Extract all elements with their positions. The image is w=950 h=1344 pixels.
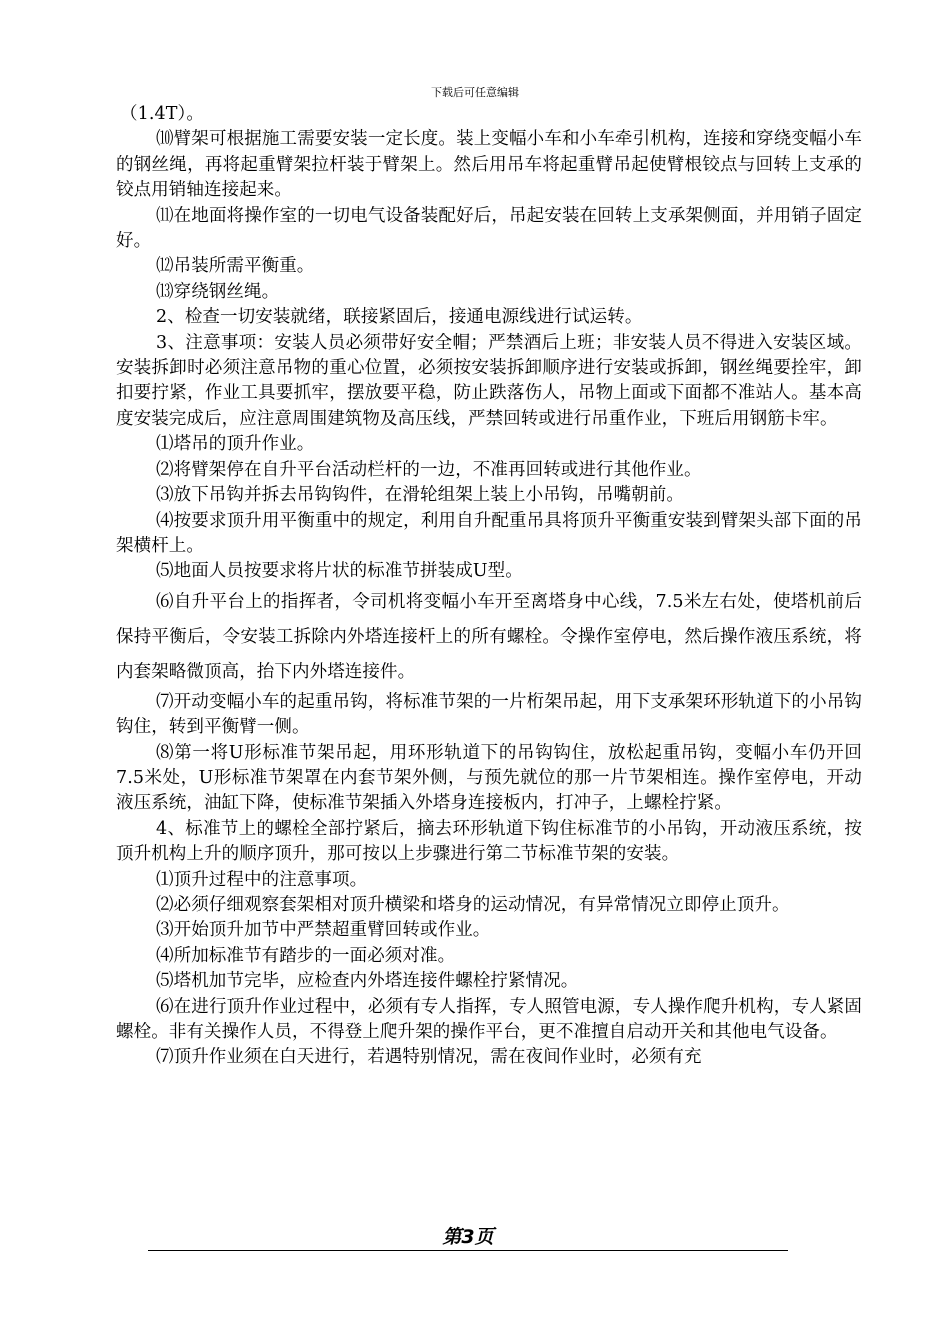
paragraph: ⑵将臂架停在自升平台活动栏杆的一边，不准再回转或进行其他作业。 [156,459,702,480]
paragraph: ⑺开动变幅小车的起重吊钩，将标准节架的一片桁架吊起，用下支承架环形轨道下的小吊钩钩住，转到平衡臂一侧。 [116,691,862,738]
paragraph: ⑽臂架可根据施工需要安装一定长度。装上变幅小车和小车牵引机构，连接和穿绕变幅小车的钢丝绳，再将起重臂架拉杆装于臂架上。然后用吊车将起重臂吊起使臂根铰点与回转上支承的铰点用销轴连接起来。 [116,129,862,201]
paragraph: ⑷所加标准节有踏步的一面必须对准。 [156,945,456,966]
paragraph: ⑻第一将U形标准节架吊起，用环形轨道下的吊钩钩住，放松起重吊钩，变幅小车仍开回7.5米处，U形标准节架罩在内套节架外侧，与预先就位的那一片节架相连。操作室停电，开动液压系统，油缸下降，使标准节架插入外塔身连接板内，打冲子，上螺栓拧紧。 [116,742,862,814]
paragraph: ⑸地面人员按要求将片状的标准节拼装成U型。 [156,561,523,582]
document-body [116,102,862,1071]
paragraph: ⑶放下吊钩并拆去吊钩钩件，在滑轮组架上装上小吊钩，吊嘴朝前。 [156,485,684,506]
paragraph: ⑹在进行顶升作业过程中，必须有专人指挥，专人照管电源，专人操作爬升机构，专人紧固螺栓。非有关操作人员，不得登上爬升架的操作平台，更不准擅自启动开关和其他电气设备。 [116,996,862,1042]
paragraph: （1.4T）。 [120,104,204,124]
paragraph: ⑵必须仔细观察套架相对顶升横梁和塔身的运动情况，有异常情况立即停止顶升。 [156,894,790,915]
paragraph: 3、注意事项：安装人员必须带好安全帽；严禁酒后上班；非安装人员不得进入安装区域。安装拆卸时必须注意吊物的重心位置，必须按安装拆卸顺序进行安装或拆卸，钢丝绳要拴牢，卸扣要拧紧，作业工具要抓牢，摆放要平稳，防止跌落伤人，吊物上面或下面都不准站人。基本高度安装完成后，应注意周围建筑物及高压线，严禁回转或进行吊重作业，下班后用钢筋卡牢。 [116,332,862,429]
page-number: 第3页 [442,1226,494,1248]
paragraph: 2、检查一切安装就绪，联接紧固后，接通电源线进行试运转。 [156,307,643,328]
paragraph: ⑹自升平台上的指挥者，令司机将变幅小车开至离塔身中心线，7.5米左右处，使塔机前后保持平衡后，令安装工拆除内外塔连接杆上的所有螺栓。令操作室停电，然后操作液压系统，将内套架略微顶高，抬下内外塔连接件。 [116,591,862,682]
paragraph: 4、标准节上的螺栓全部拧紧后，摘去环形轨道下钩住标准节的小吊钩，开动液压系统，按顶升机构上升的顺序顶升，那可按以上步骤进行第二节标准节架的安装。 [116,818,862,865]
paragraph: ⑶开始顶升加节中严禁超重臂回转或作业。 [156,920,491,941]
page-header: 下载后可任意编辑 [431,86,519,99]
paragraph: ⑷按要求顶升用平衡重中的规定，利用自升配重吊具将顶升平衡重安装到臂架头部下面的吊架横杆上。 [116,510,862,556]
page-footer [148,1226,788,1251]
paragraph: ⑺顶升作业须在白天进行，若遇特别情况，需在夜间作业时，必须有充 [156,1047,702,1068]
paragraph: ⑾在地面将操作室的一切电气设备装配好后，吊起安装在回转上支承架侧面，并用销子固定好。 [116,205,862,252]
paragraph: ⑿吊装所需平衡重。 [156,256,315,277]
paragraph: ⑴顶升过程中的注意事项。 [156,869,368,890]
paragraph: ⑸塔机加节完毕，应检查内外塔连接件螺栓拧紧情况。 [156,971,579,992]
paragraph: ⒀穿绕钢丝绳。 [156,281,280,302]
paragraph: ⑴塔吊的顶升作业。 [156,434,315,455]
